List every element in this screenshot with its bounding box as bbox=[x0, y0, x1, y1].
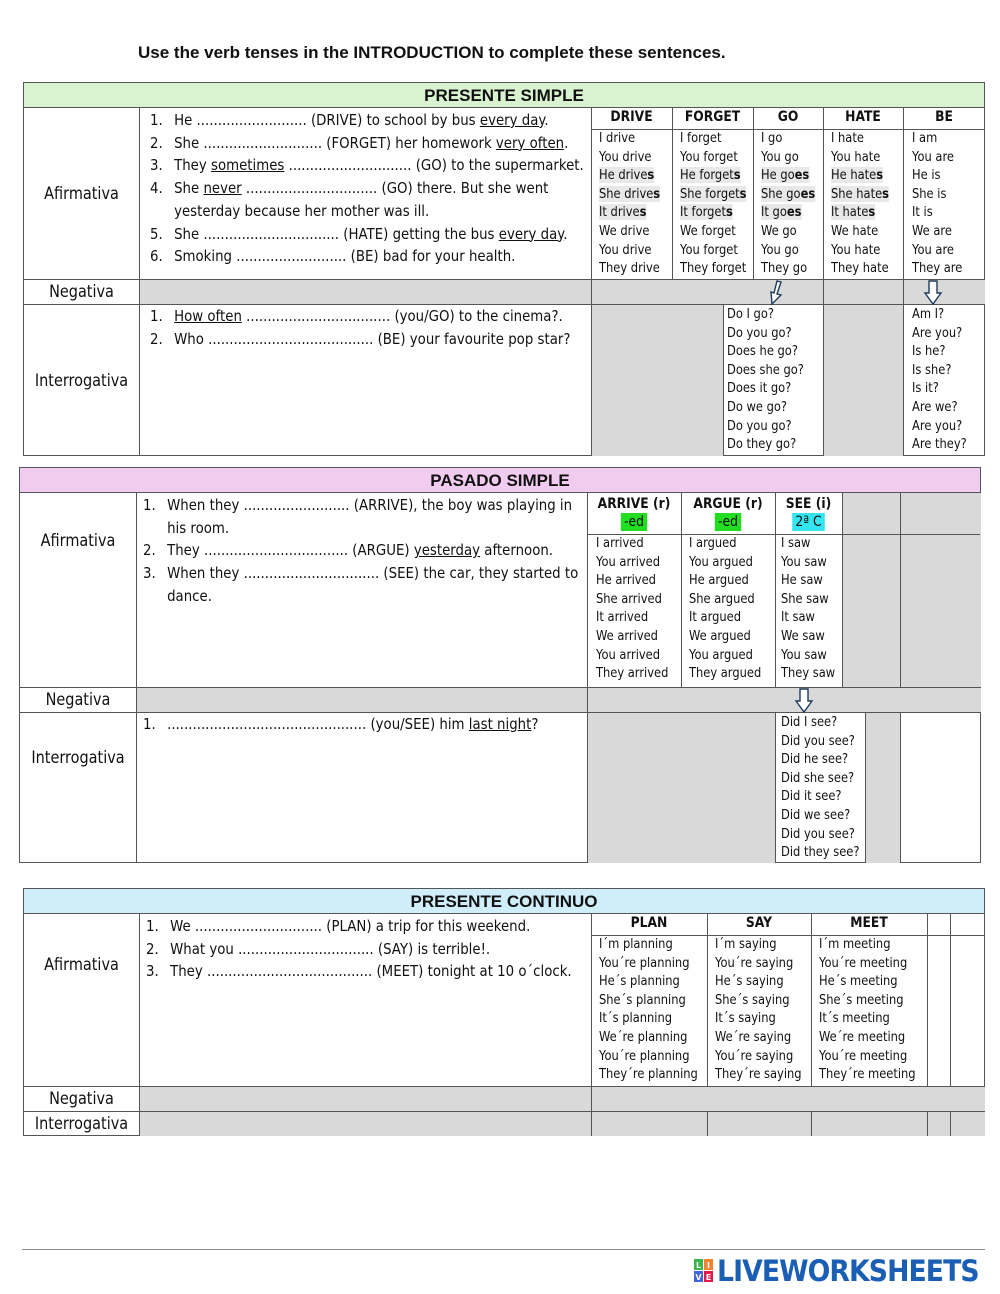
conjugation-line: You saw bbox=[781, 553, 827, 570]
conjugation-line: You´re meeting bbox=[819, 954, 908, 971]
conjugation-line: We hate bbox=[831, 222, 879, 239]
conjugation-line: Does he go? bbox=[727, 343, 798, 360]
conjugation-line: You go bbox=[761, 148, 799, 165]
conjugation-line: We saw bbox=[781, 627, 825, 644]
ps-verb-go: GO bbox=[777, 109, 799, 125]
conjugation-line: You´re saying bbox=[715, 1047, 794, 1064]
sentence-number: 1. bbox=[150, 307, 163, 325]
pa-tag-2c-see: 2ª C bbox=[792, 513, 825, 531]
conjugation-line: We´re planning bbox=[599, 1028, 688, 1045]
conjugation-line: She arrived bbox=[596, 590, 662, 607]
conjugation-line: She argued bbox=[689, 590, 755, 607]
pa-verb-see bbox=[779, 495, 838, 531]
sentence-number: 1. bbox=[150, 111, 163, 129]
conjugation-line: It forgets bbox=[680, 204, 733, 221]
arrow-down-icon bbox=[923, 280, 943, 306]
conjugation-line: She´s meeting bbox=[819, 991, 904, 1008]
presente-continuo-table bbox=[23, 888, 985, 1136]
ps-row-label-interrogativa: Interrogativa bbox=[34, 370, 129, 391]
ps-conj-drive bbox=[599, 129, 660, 278]
sentence-number: 2. bbox=[146, 939, 159, 958]
conjugation-line: You drive bbox=[599, 241, 652, 258]
conjugation-line: Do you go? bbox=[727, 417, 792, 434]
conjugation-line: Do you go? bbox=[727, 324, 792, 341]
conjugation-line: They hate bbox=[831, 260, 889, 277]
presente-continuo-title: PRESENTE CONTINUO bbox=[24, 889, 984, 914]
ps-affirmative-sentences bbox=[150, 109, 584, 268]
conjugation-line: It hates bbox=[831, 204, 876, 221]
pc-conj-plan bbox=[599, 935, 698, 1084]
conjugation-line: You saw bbox=[781, 646, 827, 663]
conjugation-line: He´s planning bbox=[599, 973, 680, 990]
conjugation-line: You go bbox=[761, 241, 799, 258]
conjugation-line: They forget bbox=[680, 260, 747, 277]
ps-conj-go bbox=[761, 129, 815, 278]
conjugation-line: I saw bbox=[781, 535, 811, 551]
conjugation-line: We drive bbox=[599, 222, 650, 239]
conjugation-line: They drive bbox=[599, 260, 660, 277]
conjugation-line: Are you? bbox=[912, 324, 963, 341]
conjugation-line: It´s saying bbox=[715, 1010, 776, 1027]
pc-affirmative-sentences bbox=[146, 915, 572, 983]
pa-conj-see bbox=[781, 534, 835, 683]
conjugation-line: It´s meeting bbox=[819, 1010, 890, 1027]
pc-conj-say bbox=[715, 935, 802, 1084]
pasado-simple-title: PASADO SIMPLE bbox=[20, 468, 980, 493]
sentence-line: yesterday because her mother was ill. bbox=[174, 201, 430, 220]
conjugation-line: You´re saying bbox=[715, 954, 794, 971]
conjugation-line: They arrived bbox=[596, 665, 669, 682]
sentence-line: 2. Who ....................................... (BE) your favourite pop star? bbox=[150, 328, 570, 351]
conjugation-line: I go bbox=[761, 130, 783, 146]
pa-questions-see bbox=[781, 713, 859, 862]
sentence-line: 1. We .............................. (PLAN) a trip for this weekend. bbox=[146, 915, 572, 938]
conjugation-line: You arrived bbox=[596, 646, 661, 663]
ps-conj-hate bbox=[831, 129, 889, 278]
pc-conj-meet bbox=[819, 935, 916, 1084]
conjugation-line: Am I? bbox=[912, 306, 945, 322]
conjugation-line: Are you? bbox=[912, 417, 963, 434]
conjugation-line: Is he? bbox=[912, 343, 946, 360]
sentence-line: 4. She never ............................... (GO) there. But she went bbox=[150, 177, 584, 200]
pc-verb-plan: PLAN bbox=[630, 915, 668, 931]
pa-verb-argue-label: ARGUE (r) bbox=[693, 496, 763, 512]
conjugation-line: He forgets bbox=[680, 167, 741, 184]
sentence-line: 1. ............................................... (you/SEE) him last night? bbox=[143, 713, 538, 736]
pa-verb-see-label: SEE (i) bbox=[785, 496, 832, 512]
sentence-number: 3. bbox=[150, 156, 163, 175]
pa-affirmative-sentences bbox=[143, 494, 578, 608]
pa-verb-arrive bbox=[593, 495, 676, 531]
sentence-line: 3. When they ................................ (SEE) the car, they started to bbox=[143, 562, 578, 585]
liveworksheets-logo bbox=[694, 1254, 1000, 1288]
sentence-line: 1. How often .................................. (you/GO) to the cinema?. bbox=[150, 305, 570, 328]
conjugation-line: You´re planning bbox=[599, 1047, 690, 1064]
arrow-down-icon bbox=[794, 688, 814, 714]
conjugation-line: Do we go? bbox=[727, 398, 788, 415]
ps-questions-be bbox=[912, 305, 967, 454]
sentence-number: 2. bbox=[150, 133, 163, 152]
conjugation-line: You hate bbox=[831, 241, 881, 258]
underlined-adverb: yesterday bbox=[413, 541, 481, 560]
sentence-number: 4. bbox=[150, 179, 163, 198]
conjugation-line: I´m saying bbox=[715, 936, 777, 952]
conjugation-line: We argued bbox=[689, 627, 751, 644]
conjugation-line: Is she? bbox=[912, 361, 952, 378]
conjugation-line: She hates bbox=[831, 185, 889, 202]
sentence-number: 5. bbox=[150, 224, 163, 243]
conjugation-line: He is bbox=[912, 167, 941, 184]
sentence-number: 1. bbox=[146, 917, 159, 935]
conjugation-line: It is bbox=[912, 204, 933, 221]
svg-text:V: V bbox=[695, 1273, 702, 1282]
pa-interrogative-sentences bbox=[143, 713, 538, 736]
conjugation-line: You are bbox=[912, 148, 954, 165]
conjugation-line: We forget bbox=[680, 222, 736, 239]
conjugation-line: You are bbox=[912, 241, 954, 258]
conjugation-line: He´s meeting bbox=[819, 973, 898, 990]
presente-simple-title: PRESENTE SIMPLE bbox=[24, 83, 984, 108]
ps-interrogative-sentences bbox=[150, 305, 570, 350]
conjugation-line: He saw bbox=[781, 572, 823, 589]
svg-text:L: L bbox=[695, 1261, 702, 1270]
conjugation-line: Do they go? bbox=[727, 436, 797, 453]
conjugation-line: They´re meeting bbox=[819, 1066, 916, 1083]
sentence-line: dance. bbox=[167, 586, 212, 605]
pc-verb-meet: MEET bbox=[850, 915, 888, 931]
conjugation-line: It argued bbox=[689, 609, 741, 626]
pc-row-label-afirmativa: Afirmativa bbox=[44, 955, 119, 975]
conjugation-line: Are we? bbox=[912, 398, 958, 415]
underlined-adverb: last night bbox=[468, 715, 532, 733]
ps-verb-forget: FORGET bbox=[684, 109, 741, 125]
conjugation-line: Is it? bbox=[912, 380, 939, 397]
pa-row-label-interrogativa: Interrogativa bbox=[31, 748, 125, 768]
pa-verb-argue bbox=[687, 495, 770, 531]
conjugation-line: She is bbox=[912, 185, 947, 202]
conjugation-line: Does it go? bbox=[727, 380, 792, 397]
pc-verb-say: SAY bbox=[745, 915, 773, 931]
conjugation-line: I drive bbox=[599, 130, 636, 146]
sentence-line: 1. He .......................... (DRIVE) to school by bus every day. bbox=[150, 109, 584, 132]
sentence-line: 1. When they ......................... (ARRIVE), the boy was playing in bbox=[143, 494, 578, 517]
conjugation-line: Does she go? bbox=[727, 361, 804, 378]
conjugation-line: I argued bbox=[689, 535, 737, 551]
conjugation-line: We´re saying bbox=[715, 1028, 792, 1045]
conjugation-line: They´re planning bbox=[599, 1066, 698, 1083]
conjugation-line: You hate bbox=[831, 148, 881, 165]
conjugation-line: Did you see? bbox=[781, 825, 855, 842]
ps-verb-hate: HATE bbox=[845, 109, 881, 125]
conjugation-line: You forget bbox=[680, 241, 738, 258]
conjugation-line: It drives bbox=[599, 204, 647, 221]
conjugation-line: I hate bbox=[831, 130, 864, 146]
conjugation-line: She drives bbox=[599, 185, 661, 202]
ps-questions-go bbox=[727, 305, 804, 454]
pc-row-label-interrogativa: Interrogativa bbox=[34, 1114, 129, 1134]
conjugation-line: They argued bbox=[689, 665, 762, 682]
conjugation-line: You´re planning bbox=[599, 954, 690, 971]
ps-conj-be bbox=[912, 129, 962, 278]
sentence-line: his room. bbox=[167, 518, 230, 537]
conjugation-line: I am bbox=[912, 130, 938, 146]
presente-simple-table bbox=[23, 82, 985, 456]
conjugation-line: We arrived bbox=[596, 627, 658, 644]
conjugation-line: She forgets bbox=[680, 185, 747, 202]
liveworksheets-logo-icon bbox=[694, 1259, 714, 1283]
liveworksheets-logo-text: LIVEWORKSHEETS bbox=[717, 1254, 979, 1288]
sentence-number: 6. bbox=[150, 247, 163, 266]
conjugation-line: She´s planning bbox=[599, 991, 686, 1008]
sentence-number: 3. bbox=[143, 564, 156, 583]
conjugation-line: You arrived bbox=[596, 553, 661, 570]
pa-tag-ed-argue: -ed bbox=[715, 513, 742, 531]
conjugation-line: He goes bbox=[761, 167, 810, 184]
conjugation-line: It saw bbox=[781, 609, 815, 626]
sentence-number: 1. bbox=[143, 715, 156, 733]
conjugation-line: You forget bbox=[680, 148, 738, 165]
conjugation-line: He hates bbox=[831, 167, 884, 184]
conjugation-line: Do I go? bbox=[727, 306, 774, 322]
conjugation-line: I forget bbox=[680, 130, 722, 146]
pa-conj-argue bbox=[689, 534, 761, 683]
conjugation-line: He arrived bbox=[596, 572, 656, 589]
conjugation-line: Did she see? bbox=[781, 769, 855, 786]
conjugation-line: It´s planning bbox=[599, 1010, 673, 1027]
pa-tag-ed-arrive: -ed bbox=[621, 513, 648, 531]
conjugation-line: We´re meeting bbox=[819, 1028, 906, 1045]
conjugation-line: It arrived bbox=[596, 609, 649, 626]
sentence-number: 2. bbox=[143, 541, 156, 560]
instruction: Use the verb tenses in the INTRODUCTION to complete these sentences. bbox=[138, 43, 726, 62]
pa-row-label-negativa: Negativa bbox=[45, 690, 111, 710]
svg-text:E: E bbox=[705, 1273, 712, 1282]
conjugation-line: They saw bbox=[781, 665, 836, 682]
sentence-line: 5. She ................................ (HATE) getting the bus every day. bbox=[150, 223, 584, 246]
underlined-adverb: How often bbox=[174, 307, 242, 325]
pc-row-label-negativa: Negativa bbox=[49, 1089, 114, 1109]
ps-verb-drive: DRIVE bbox=[610, 109, 653, 125]
conjugation-line: I´m meeting bbox=[819, 936, 891, 952]
sentence-number: 3. bbox=[146, 962, 159, 981]
conjugation-line: Did I see? bbox=[781, 714, 838, 730]
conjugation-line: It goes bbox=[761, 204, 802, 221]
conjugation-line: You argued bbox=[689, 646, 753, 663]
pa-row-label-afirmativa: Afirmativa bbox=[40, 531, 116, 551]
pa-conj-arrive bbox=[596, 534, 668, 683]
ps-conj-forget bbox=[680, 129, 747, 278]
ps-row-label-negativa: Negativa bbox=[49, 282, 114, 302]
conjugation-line: She goes bbox=[761, 185, 816, 202]
conjugation-line: He argued bbox=[689, 572, 749, 589]
conjugation-line: She saw bbox=[781, 590, 829, 607]
conjugation-line: Did it see? bbox=[781, 788, 842, 805]
underlined-adverb: every day bbox=[479, 111, 545, 129]
sentence-line: 2. They .................................. (ARGUE) yesterday afternoon. bbox=[143, 539, 578, 562]
conjugation-line: You argued bbox=[689, 553, 753, 570]
sentence-line: 2. What you ................................ (SAY) is terrible!. bbox=[146, 938, 572, 961]
conjugation-line: Are they? bbox=[912, 436, 967, 453]
underlined-adverb: very often bbox=[495, 133, 565, 152]
sentence-number: 1. bbox=[143, 496, 156, 514]
conjugation-line: They´re saying bbox=[715, 1066, 802, 1083]
sentence-line: 2. She ............................ (FORGET) her homework very often. bbox=[150, 132, 584, 155]
underlined-adverb: sometimes bbox=[211, 156, 285, 175]
conjugation-line: He´s saying bbox=[715, 973, 784, 990]
underlined-adverb: every day bbox=[498, 224, 564, 243]
underlined-adverb: never bbox=[203, 179, 242, 198]
conjugation-line: I´m planning bbox=[599, 936, 673, 952]
pasado-simple-table bbox=[19, 467, 981, 863]
conjugation-line: You drive bbox=[599, 148, 652, 165]
conjugation-line: We go bbox=[761, 222, 797, 239]
sentence-line: 6. Smoking .......................... (BE) bad for your health. bbox=[150, 245, 584, 268]
sentence-number: 2. bbox=[150, 329, 163, 348]
ps-verb-be: BE bbox=[935, 109, 953, 125]
conjugation-line: Did you see? bbox=[781, 732, 855, 749]
conjugation-line: They are bbox=[912, 260, 963, 277]
conjugation-line: She´s saying bbox=[715, 991, 790, 1008]
arrow-down-icon bbox=[765, 280, 787, 306]
conjugation-line: Did he see? bbox=[781, 751, 849, 768]
conjugation-line: He drives bbox=[599, 167, 655, 184]
svg-text:I: I bbox=[707, 1261, 710, 1270]
conjugation-line: Did we see? bbox=[781, 806, 851, 823]
sentence-line: 3. They sometimes ............................. (GO) to the supermarket. bbox=[150, 154, 584, 177]
conjugation-line: I arrived bbox=[596, 535, 644, 551]
conjugation-line: We are bbox=[912, 222, 952, 239]
sentence-line: 3. They ....................................... (MEET) tonight at 10 o´clock. bbox=[146, 960, 572, 983]
conjugation-line: They go bbox=[761, 260, 808, 277]
ps-row-label-afirmativa: Afirmativa bbox=[44, 183, 119, 204]
footer-divider bbox=[22, 1249, 985, 1250]
pa-verb-arrive-label: ARRIVE (r) bbox=[597, 496, 671, 512]
conjugation-line: You´re meeting bbox=[819, 1047, 908, 1064]
conjugation-line: Did they see? bbox=[781, 844, 860, 861]
